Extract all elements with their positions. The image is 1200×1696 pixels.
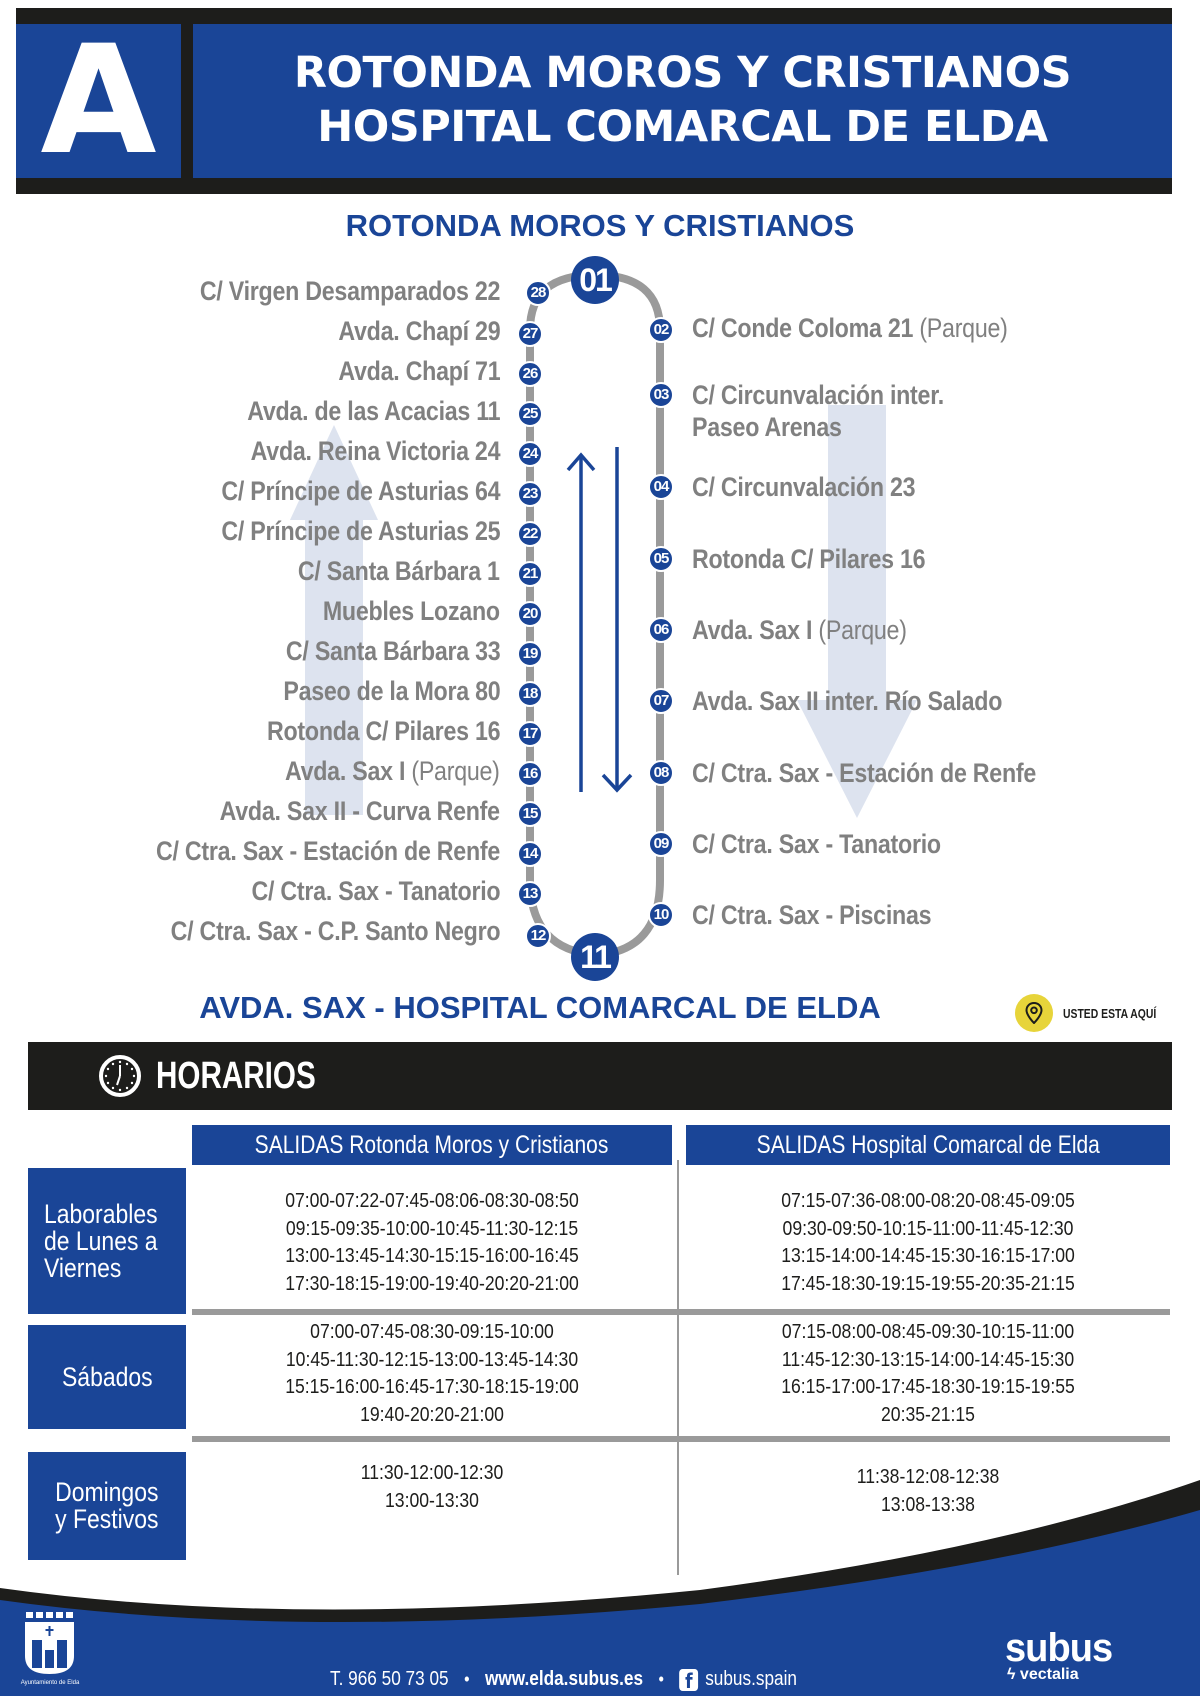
website-link[interactable]: www.elda.subus.es <box>484 1668 644 1690</box>
stop-badge-18[interactable]: 18 <box>517 681 543 707</box>
stop-badge-26[interactable]: 26 <box>517 361 543 387</box>
stop-06[interactable]: Avda. Sax I (Parque) <box>692 615 907 645</box>
stop-21[interactable]: C/ Santa Bárbara 1 <box>298 556 500 586</box>
terminus-bottom: AVDA. SAX - HOSPITAL COMARCAL DE ELDA <box>199 990 881 1025</box>
stop-20[interactable]: Muebles Lozano <box>322 596 500 626</box>
schedule-header-bar <box>28 1042 1172 1110</box>
subus-logo: subus <box>1005 1626 1113 1670</box>
stop-badge-02[interactable]: 02 <box>648 317 674 343</box>
stop-badge-10[interactable]: 10 <box>648 902 674 928</box>
stop-05[interactable]: Rotonda C/ Pilares 16 <box>692 544 926 574</box>
direction-arrow-down-icon <box>603 447 631 790</box>
stop-badge-24[interactable]: 24 <box>517 441 543 467</box>
you-are-here-label: USTED ESTA AQUÍ <box>1063 1005 1157 1021</box>
vectalia-logo: ϟ vectalia <box>1007 1666 1079 1683</box>
stop-13[interactable]: C/ Ctra. Sax - Tanatorio <box>251 876 500 906</box>
title-line-1: ROTONDA MOROS Y CRISTIANOS <box>293 48 1072 98</box>
crest-caption: Ayuntamiento de Elda <box>20 1680 80 1686</box>
facebook-link[interactable]: subus.spain <box>705 1668 798 1690</box>
stop-badge-19[interactable]: 19 <box>517 641 543 667</box>
stop-badge-15[interactable]: 15 <box>517 801 543 827</box>
row-label-saturdays: Sábados <box>28 1325 186 1429</box>
stop-09[interactable]: C/ Ctra. Sax - Tanatorio <box>692 829 941 859</box>
stop-badge-20[interactable]: 20 <box>517 601 543 627</box>
stop-15[interactable]: Avda. Sax II - Curva Renfe <box>219 796 500 826</box>
stop-08[interactable]: C/ Ctra. Sax - Estación de Renfe <box>692 758 1037 788</box>
stop-badge-16[interactable]: 16 <box>517 761 543 787</box>
stop-10[interactable]: C/ Ctra. Sax - Piscinas <box>692 900 932 930</box>
stop-badge-14[interactable]: 14 <box>517 841 543 867</box>
footer-contact: T. 966 50 73 05 • www.elda.subus.es • f subus.spain <box>330 1668 798 1693</box>
stop-17[interactable]: Rotonda C/ Pilares 16 <box>266 716 500 746</box>
stop-badge-06[interactable]: 06 <box>648 617 674 643</box>
clock-icon <box>98 1054 142 1098</box>
times-sundays-rotonda: 11:30-12:00-12:30 13:00-13:30 <box>360 1462 504 1512</box>
stop-badge-13[interactable]: 13 <box>517 881 543 907</box>
stop-badge-25[interactable]: 25 <box>517 401 543 427</box>
row-label-weekdays: Laborables de Lunes a Viernes <box>28 1168 186 1314</box>
route-loop-line <box>530 275 660 955</box>
stop-24[interactable]: Avda. Reina Victoria 24 <box>250 436 500 466</box>
stop-badge-27[interactable]: 27 <box>517 321 543 347</box>
schedule-title: HORARIOS <box>156 1054 316 1097</box>
times-weekdays-hospital: 07:15-07:36-08:00-08:20-08:45-09:05 09:30-09:50-10:15-11:00-11:45-12:30 13:15-14:00-14:45-15:30-16:15-17:00 17:45-18:30-19:15-19:55-20:35-21:15 <box>781 1190 1075 1295</box>
stop-25[interactable]: Avda. de las Acacias 11 <box>246 396 500 426</box>
stop-18[interactable]: Paseo de la Mora 80 <box>282 676 500 706</box>
line-letter: A <box>16 24 181 178</box>
vectalia-bolt-icon: ϟ <box>1007 1666 1016 1683</box>
title-line-2: HOSPITAL COMARCAL DE ELDA <box>317 102 1048 152</box>
stop-badge-03[interactable]: 03 <box>648 382 674 408</box>
stop-02[interactable]: C/ Conde Coloma 21 (Parque) <box>692 313 1008 343</box>
stop-22[interactable]: C/ Príncipe de Asturias 25 <box>221 516 500 546</box>
stop-26[interactable]: Avda. Chapí 71 <box>337 356 500 386</box>
row-label-sundays: Domingos y Festivos <box>28 1452 186 1560</box>
stop-badge-05[interactable]: 05 <box>648 546 674 572</box>
times-saturdays-hospital: 07:15-08:00-08:45-09:30-10:15-11:00 11:45-12:30-13:15-14:00-14:45-15:30 16:15-17:00-17:45-18:30-19:15-19:55 20:35-21:15 <box>781 1321 1075 1426</box>
stop-badge-08[interactable]: 08 <box>648 760 674 786</box>
stop-badge-04[interactable]: 04 <box>648 474 674 500</box>
stop-badge-12[interactable]: 12 <box>525 923 551 949</box>
stop-badge-17[interactable]: 17 <box>517 721 543 747</box>
you-are-here-legend <box>1015 995 1180 1031</box>
stop-03[interactable]: C/ Circunvalación inter. Paseo Arenas <box>692 380 944 442</box>
stop-23[interactable]: C/ Príncipe de Asturias 64 <box>221 476 500 506</box>
facebook-icon: f <box>679 1669 698 1691</box>
times-weekdays-rotonda: 07:00-07:22-07:45-08:06-08:30-08:50 09:15-09:35-10:00-10:45-11:30-12:15 13:00-13:45-14:30-15:15-16:00-16:45 17:30-18:15-19:00-19:40-20:20-21:00 <box>285 1190 579 1295</box>
times-sundays-hospital: 11:38-12:08-12:38 13:08-13:38 <box>856 1466 1000 1516</box>
elda-crest-logo <box>22 1610 78 1676</box>
stop-27[interactable]: Avda. Chapí 29 <box>337 316 500 346</box>
column-header-rotonda: SALIDAS Rotonda Moros y Cristianos <box>192 1125 672 1165</box>
terminus-top: ROTONDA MOROS Y CRISTIANOS <box>345 208 855 243</box>
stop-badge-21[interactable]: 21 <box>517 561 543 587</box>
stop-badge-23[interactable]: 23 <box>517 481 543 507</box>
stop-14[interactable]: C/ Ctra. Sax - Estación de Renfe <box>155 836 500 866</box>
stop-16[interactable]: Avda. Sax I (Parque) <box>285 756 500 786</box>
location-pin-icon <box>1015 994 1053 1032</box>
direction-arrow-up-icon <box>568 455 594 792</box>
stop-04[interactable]: C/ Circunvalación 23 <box>692 472 916 502</box>
times-saturdays-rotonda: 07:00-07:45-08:30-09:15-10:00 10:45-11:30-12:15-13:00-13:45-14:30 15:15-16:00-16:45-17:30-18:15-19:00 19:40-20:20-21:00 <box>285 1321 579 1426</box>
stop-badge-11[interactable]: 11 <box>571 933 619 981</box>
row-separator <box>192 1309 1170 1315</box>
stop-badge-01[interactable]: 01 <box>571 256 619 304</box>
column-header-hospital: SALIDAS Hospital Comarcal de Elda <box>686 1125 1170 1165</box>
stop-badge-07[interactable]: 07 <box>648 688 674 714</box>
stop-badge-09[interactable]: 09 <box>648 831 674 857</box>
stop-07[interactable]: Avda. Sax II inter. Río Salado <box>692 686 1003 716</box>
stop-badge-22[interactable]: 22 <box>517 521 543 547</box>
stop-12[interactable]: C/ Ctra. Sax - C.P. Santo Negro <box>170 916 500 946</box>
stop-28[interactable]: C/ Virgen Desamparados 22 <box>199 276 500 306</box>
stop-badge-28[interactable]: 28 <box>525 280 551 306</box>
phone-number[interactable]: T. 966 50 73 05 <box>330 1668 449 1690</box>
stop-19[interactable]: C/ Santa Bárbara 33 <box>285 636 500 666</box>
